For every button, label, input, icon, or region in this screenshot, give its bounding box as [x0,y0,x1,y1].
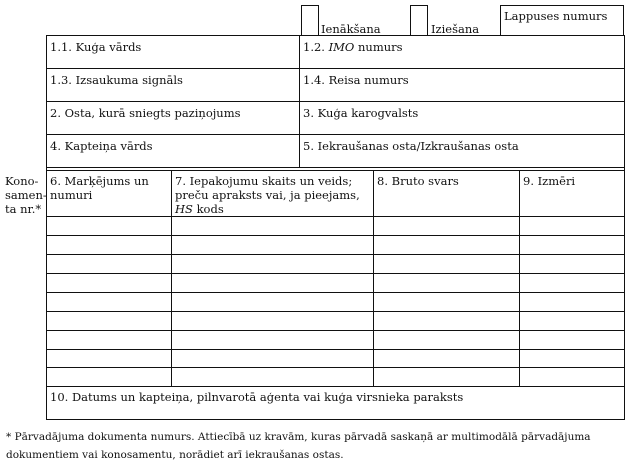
flag-state-field[interactable]: 3. Kuģa karogvalsts [303,106,419,120]
table-row [46,254,625,255]
footnote: * Pārvadājuma dokumenta numurs. Attiecībā uz kravām, kuras pārvadā saskaņā ar multimodālā pārvadājuma dokumentiem vai konosamentu, norādiet arī iekraušanas ostas. [6,431,591,461]
table-row [46,273,625,274]
packages-description-header [175,174,370,216]
row-divider [46,101,625,102]
page-number-label: Lappuses numurs [504,9,608,23]
column-divider [519,170,520,386]
port-of-report-field[interactable]: 2. Osta, kurā sniegts paziņojums [50,106,241,120]
col7-part1: 7. Iepakojumu skaits un veids; preču apraksts vai, ja pieejams, [175,174,360,202]
arrival-checkbox[interactable] [301,5,319,36]
column-divider [373,170,374,386]
bill-of-lading-label-line1: Kono- [5,174,39,188]
signature-field[interactable]: 10. Datums un kapteiņa, pilnvarotā aģenta vai kuģa virsnieka paraksts [50,390,464,404]
column-divider [299,35,300,168]
call-sign-field[interactable]: 1.3. Izsaukuma signāls [50,73,183,87]
row-divider [46,167,625,168]
row-divider [46,68,625,69]
imo-italic: IMO [328,40,355,54]
departure-checkbox[interactable] [410,5,428,36]
marks-numbers-header: 6. Marķējums un numuri [50,174,149,202]
row-divider [46,170,625,171]
master-name-field[interactable]: 4. Kapteiņa vārds [50,139,153,153]
table-row [46,216,625,217]
hs-italic: HS [175,202,193,216]
gross-weight-header: 8. Bruto svars [377,174,459,188]
form-frame [46,35,625,420]
bill-of-lading-label-line3: ta nr.* [5,202,42,216]
arrival-label: Ienākšana [321,22,381,36]
table-row [46,367,625,368]
measurements-header: 9. Izmēri [523,174,576,188]
table-row [46,330,625,331]
loading-port-field[interactable]: 5. Iekraušanas osta/Izkraušanas osta [303,139,519,153]
column-divider [171,170,172,386]
table-row [46,235,625,236]
voyage-number-field[interactable]: 1.4. Reisa numurs [303,73,409,87]
bill-of-lading-label-line2: samen- [5,188,47,202]
imo-prefix: 1.2. [303,40,329,54]
col7-part2: kods [192,202,224,216]
departure-label: Iziešana [431,22,480,36]
imo-number-field[interactable] [303,40,403,54]
ship-name-field[interactable]: 1.1. Kuģa vārds [50,40,142,54]
imo-suffix: numurs [354,40,403,54]
table-row [46,386,625,387]
table-row [46,292,625,293]
table-row [46,311,625,312]
table-row [46,349,625,350]
row-divider [46,134,625,135]
